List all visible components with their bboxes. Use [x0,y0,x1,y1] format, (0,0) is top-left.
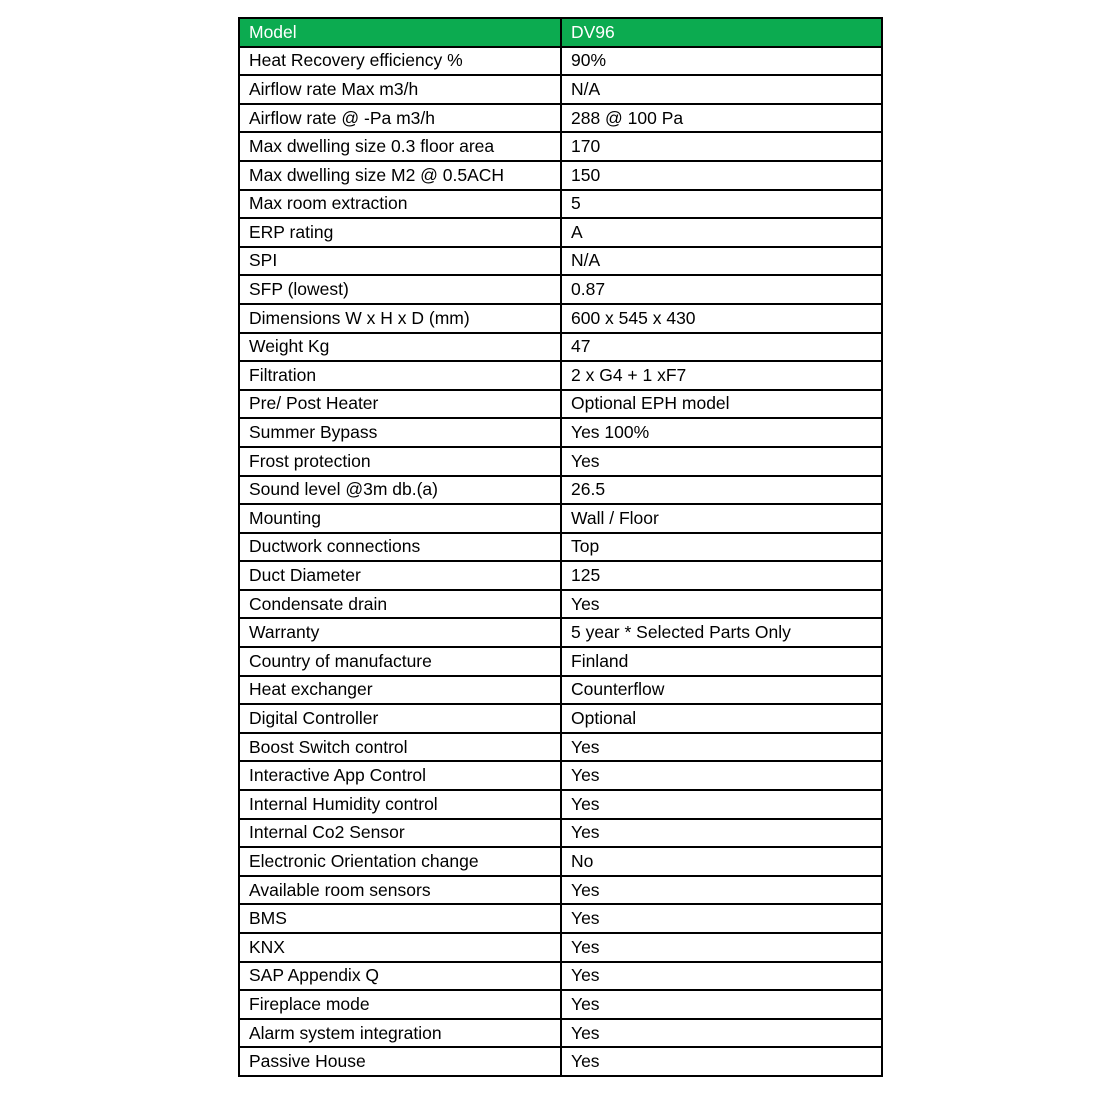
spec-label: Filtration [239,361,561,390]
spec-label: SPI [239,247,561,276]
spec-label: Fireplace mode [239,990,561,1019]
table-row [239,476,882,505]
spec-label: Electronic Orientation change [239,847,561,876]
table-row [239,75,882,104]
table-row [239,218,882,247]
spec-label: Condensate drain [239,590,561,619]
spec-value: Yes [561,876,882,905]
table-row [239,132,882,161]
table-row [239,904,882,933]
spec-label: BMS [239,904,561,933]
spec-label: Digital Controller [239,704,561,733]
spec-label: Internal Humidity control [239,790,561,819]
table-row [239,561,882,590]
spec-value: Yes [561,933,882,962]
spec-label: Warranty [239,618,561,647]
spec-value: Yes [561,761,882,790]
table-row [239,876,882,905]
spec-value: 2 x G4 + 1 xF7 [561,361,882,390]
table-row [239,390,882,419]
spec-label: Passive House [239,1047,561,1076]
table-row [239,333,882,362]
spec-value: 600 x 545 x 430 [561,304,882,333]
spec-label: Weight Kg [239,333,561,362]
spec-value: 0.87 [561,275,882,304]
table-row [239,590,882,619]
spec-label: Dimensions W x H x D (mm) [239,304,561,333]
spec-label: Pre/ Post Heater [239,390,561,419]
table-row [239,418,882,447]
spec-value: 26.5 [561,476,882,505]
spec-label: Heat exchanger [239,676,561,705]
spec-value: 288 @ 100 Pa [561,104,882,133]
spec-value: Yes [561,1019,882,1048]
table-row [239,504,882,533]
spec-value: 150 [561,161,882,190]
table-row [239,676,882,705]
table-row [239,790,882,819]
table-row [239,190,882,219]
spec-value: 125 [561,561,882,590]
spec-value: Top [561,533,882,562]
table-row [239,962,882,991]
header-cell-model: Model [239,18,561,47]
table-row [239,761,882,790]
spec-value: Counterflow [561,676,882,705]
header-cell-model-value: DV96 [561,18,882,47]
spec-label: Max room extraction [239,190,561,219]
header-row [239,18,882,47]
spec-value: Yes [561,590,882,619]
spec-value: Finland [561,647,882,676]
spec-label: Airflow rate @ -Pa m3/h [239,104,561,133]
spec-label: KNX [239,933,561,962]
spec-value: No [561,847,882,876]
table-row [239,819,882,848]
table-row [239,847,882,876]
spec-label: Alarm system integration [239,1019,561,1048]
table-row [239,733,882,762]
table-row [239,247,882,276]
spec-label: Frost protection [239,447,561,476]
spec-value: Yes [561,1047,882,1076]
spec-value: Yes [561,904,882,933]
spec-label: Mounting [239,504,561,533]
spec-label: Boost Switch control [239,733,561,762]
table-row [239,161,882,190]
spec-value: Yes 100% [561,418,882,447]
table-row [239,47,882,76]
spec-label: Interactive App Control [239,761,561,790]
spec-label: Available room sensors [239,876,561,905]
spec-value: Yes [561,990,882,1019]
spec-value: A [561,218,882,247]
table-row [239,1019,882,1048]
table-row [239,990,882,1019]
spec-label: Airflow rate Max m3/h [239,75,561,104]
spec-value: Optional EPH model [561,390,882,419]
spec-value: 5 [561,190,882,219]
spec-label: Internal Co2 Sensor [239,819,561,848]
spec-table [238,17,883,1077]
spec-value: 47 [561,333,882,362]
spec-value: 170 [561,132,882,161]
spec-value: Yes [561,790,882,819]
spec-value: Yes [561,819,882,848]
spec-label: ERP rating [239,218,561,247]
spec-value: N/A [561,247,882,276]
spec-value: Wall / Floor [561,504,882,533]
spec-value: N/A [561,75,882,104]
table-row [239,304,882,333]
table-row [239,1047,882,1076]
spec-label: Max dwelling size 0.3 floor area [239,132,561,161]
table-row [239,704,882,733]
spec-label: SFP (lowest) [239,275,561,304]
spec-label: SAP Appendix Q [239,962,561,991]
spec-label: Sound level @3m db.(a) [239,476,561,505]
spec-label: Summer Bypass [239,418,561,447]
table-row [239,104,882,133]
spec-table-body [239,47,882,1076]
spec-label: Country of manufacture [239,647,561,676]
spec-value: Optional [561,704,882,733]
spec-value: 90% [561,47,882,76]
table-row [239,447,882,476]
spec-value: Yes [561,962,882,991]
spec-value: Yes [561,733,882,762]
table-row [239,361,882,390]
table-row [239,618,882,647]
spec-label: Duct Diameter [239,561,561,590]
spec-label: Heat Recovery efficiency % [239,47,561,76]
spec-label: Ductwork connections [239,533,561,562]
table-row [239,275,882,304]
table-row [239,533,882,562]
table-row [239,647,882,676]
spec-value: Yes [561,447,882,476]
spec-label: Max dwelling size M2 @ 0.5ACH [239,161,561,190]
spec-table-container [238,17,883,1077]
spec-value: 5 year * Selected Parts Only [561,618,882,647]
table-row [239,933,882,962]
